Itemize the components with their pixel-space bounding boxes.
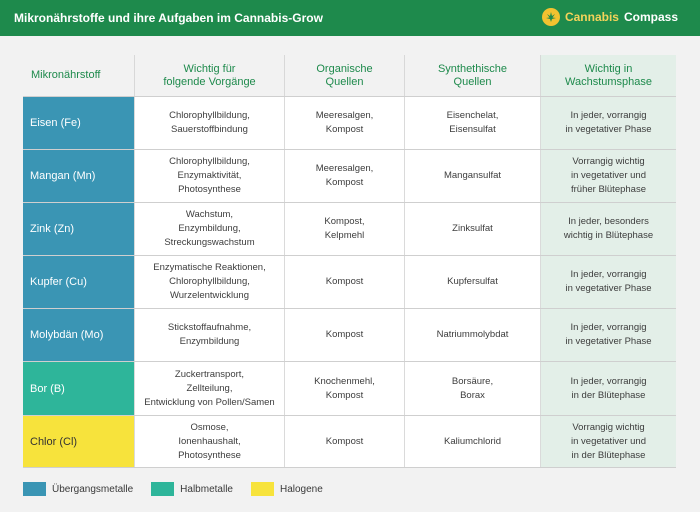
growth-phase-cell: In jeder, vorrangig in vegetativer Phase: [541, 256, 676, 308]
organic-sources-cell: Kompost, Kelpmehl: [285, 203, 405, 255]
legend-item: [151, 482, 233, 496]
table-row: [23, 149, 676, 202]
synthetic-sources-cell: Natriummolybdat: [405, 309, 541, 361]
processes-cell: Chlorophyllbildung, Sauerstoffbindung: [135, 97, 285, 149]
table-row: [23, 361, 676, 414]
micronutrient-table: [23, 55, 676, 468]
organic-sources-cell: Kompost: [285, 256, 405, 308]
brand-name-part2: Compass: [623, 10, 678, 24]
synthetic-sources-cell: Mangansulfat: [405, 150, 541, 202]
synthetic-sources-cell: Borsäure, Borax: [405, 362, 541, 414]
legend-swatch: [23, 482, 46, 496]
table-bottom-border: [23, 467, 676, 468]
brand-logo: [542, 8, 678, 26]
growth-phase-cell: In jeder, vorrangig in vegetativer Phase: [541, 309, 676, 361]
table-row: [23, 415, 676, 468]
table-header-row: [23, 55, 676, 96]
header-bar: [0, 0, 700, 36]
growth-phase-cell: In jeder, vorrangig in der Blütephase: [541, 362, 676, 414]
column-header-processes: Wichtig für folgende Vorgänge: [135, 55, 285, 96]
processes-cell: Enzymatische Reaktionen, Chlorophyllbildung, Wurzelentwicklung: [135, 256, 285, 308]
nutrient-name-cell: Zink (Zn): [23, 203, 135, 255]
synthetic-sources-cell: Kupfersulfat: [405, 256, 541, 308]
organic-sources-cell: Kompost: [285, 309, 405, 361]
organic-sources-cell: Meeresalgen, Kompost: [285, 150, 405, 202]
table-body: [23, 96, 676, 468]
table-row: [23, 202, 676, 255]
nutrient-name-cell: Chlor (Cl): [23, 416, 135, 468]
processes-cell: Zuckertransport, Zellteilung, Entwicklung von Pollen/Samen: [135, 362, 285, 414]
brand-name-part1: Cannabis: [564, 10, 619, 24]
cannabis-leaf-icon: [542, 8, 560, 26]
growth-phase-cell: Vorrangig wichtig in vegetativer und früher Blütephase: [541, 150, 676, 202]
nutrient-name-cell: Bor (B): [23, 362, 135, 414]
table-row: [23, 96, 676, 149]
nutrient-name-cell: Eisen (Fe): [23, 97, 135, 149]
organic-sources-cell: Knochenmehl, Kompost: [285, 362, 405, 414]
synthetic-sources-cell: Zinksulfat: [405, 203, 541, 255]
processes-cell: Stickstoffaufnahme, Enzymbildung: [135, 309, 285, 361]
table-row: [23, 308, 676, 361]
growth-phase-cell: Vorrangig wichtig in vegetativer und in der Blütephase: [541, 416, 676, 468]
organic-sources-cell: Meeresalgen, Kompost: [285, 97, 405, 149]
processes-cell: Chlorophyllbildung, Enzymaktivität, Photosynthese: [135, 150, 285, 202]
legend-item: [23, 482, 133, 496]
nutrient-name-cell: Mangan (Mn): [23, 150, 135, 202]
legend-swatch: [251, 482, 274, 496]
growth-phase-cell: In jeder, vorrangig in vegetativer Phase: [541, 97, 676, 149]
synthetic-sources-cell: Eisenchelat, Eisensulfat: [405, 97, 541, 149]
column-header-phase: Wichtig in Wachstumsphase: [541, 55, 676, 96]
column-header-nutrient: Mikronährstoff: [23, 55, 135, 96]
column-header-synthetic: Synthethische Quellen: [405, 55, 541, 96]
column-header-organic: Organische Quellen: [285, 55, 405, 96]
legend-item: [251, 482, 323, 496]
legend: [23, 482, 341, 496]
table-row: [23, 255, 676, 308]
synthetic-sources-cell: Kaliumchlorid: [405, 416, 541, 468]
organic-sources-cell: Kompost: [285, 416, 405, 468]
page-title: Mikronährstoffe und ihre Aufgaben im Cannabis-Grow: [14, 11, 323, 25]
processes-cell: Wachstum, Enzymbildung, Streckungswachstum: [135, 203, 285, 255]
processes-cell: Osmose, Ionenhaushalt, Photosynthese: [135, 416, 285, 468]
legend-label: Halogene: [279, 483, 323, 495]
growth-phase-cell: In jeder, besonders wichtig in Blütephase: [541, 203, 676, 255]
legend-label: Halbmetalle: [180, 483, 233, 495]
legend-label: Übergangsmetalle: [52, 483, 134, 495]
nutrient-name-cell: Molybdän (Mo): [23, 309, 135, 361]
legend-swatch: [151, 482, 174, 496]
nutrient-name-cell: Kupfer (Cu): [23, 256, 135, 308]
